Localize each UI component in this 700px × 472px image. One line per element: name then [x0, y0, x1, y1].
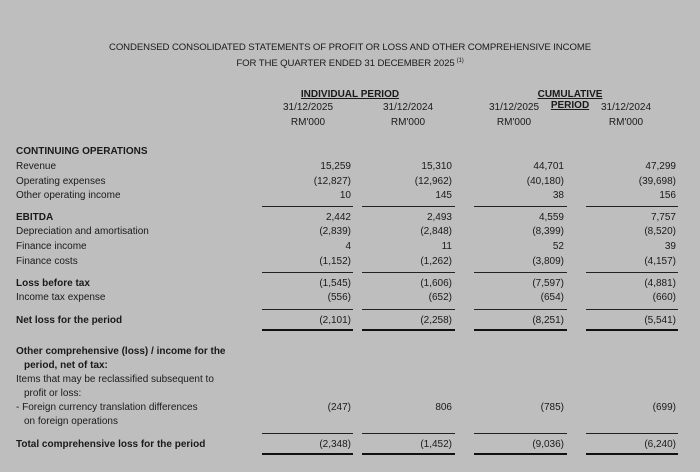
fx-translation-col3: (785): [540, 402, 564, 413]
footnote-marker: (1): [456, 58, 464, 64]
subtotal-rule: [262, 433, 353, 434]
fx-translation-line2: on foreign operations: [24, 416, 118, 427]
net-loss-col2: (2,258): [420, 315, 452, 326]
income-tax-col1: (556): [327, 292, 351, 303]
depreciation-col2: (2,848): [420, 226, 452, 237]
col2-date: 31/12/2024: [382, 102, 434, 113]
finance-costs-col1: (1,152): [319, 256, 351, 267]
total-comprehensive-loss-col1: (2,348): [319, 439, 351, 450]
subtotal-rule: [474, 272, 567, 273]
col1-date: 31/12/2025: [282, 102, 334, 113]
operating-expenses-col1: (12,827): [313, 176, 351, 187]
finance-costs-label: Finance costs: [16, 256, 78, 267]
subtotal-rule: [262, 206, 353, 207]
other-operating-income-label: Other operating income: [16, 190, 121, 201]
statement-subtitle: [0, 58, 700, 69]
col3-date: 31/12/2025: [488, 102, 540, 113]
total-rule: [586, 453, 678, 455]
total-comprehensive-loss-label: Total comprehensive loss for the period: [16, 439, 206, 450]
col3-unit: RM'000: [496, 117, 532, 128]
finance-income-col3: 52: [552, 241, 564, 252]
net-loss-col3: (8,251): [532, 315, 564, 326]
statement-subtitle-text: FOR THE QUARTER ENDED 31 DECEMBER 2025: [236, 58, 455, 69]
col4-unit: RM'000: [608, 117, 644, 128]
subtotal-rule: [474, 206, 567, 207]
total-rule: [586, 329, 678, 331]
total-rule: [474, 329, 567, 331]
revenue-col4: 47,299: [645, 161, 676, 172]
total-comprehensive-loss-col2: (1,452): [420, 439, 452, 450]
subtotal-rule: [262, 309, 353, 310]
total-rule: [474, 453, 567, 455]
continuing-operations-heading: CONTINUING OPERATIONS: [16, 146, 148, 157]
net-loss-col1: (2,101): [319, 315, 351, 326]
revenue-col2: 15,310: [421, 161, 452, 172]
other-operating-income-col2: 145: [435, 190, 452, 201]
income-tax-col4: (660): [652, 292, 676, 303]
fx-translation-col4: (699): [652, 402, 676, 413]
subtotal-rule: [362, 272, 455, 273]
revenue-col1: 15,259: [320, 161, 351, 172]
depreciation-col1: (2,839): [319, 226, 351, 237]
subtotal-rule: [586, 272, 678, 273]
reclass-heading-line2: profit or loss:: [24, 388, 82, 399]
loss-before-tax-col2: (1,606): [420, 278, 452, 289]
loss-before-tax-col3: (7,597): [532, 278, 564, 289]
loss-before-tax-label: Loss before tax: [16, 278, 90, 289]
other-operating-income-col4: 156: [659, 190, 676, 201]
fx-translation-line1: - Foreign currency translation differences: [16, 402, 198, 413]
subtotal-rule: [586, 309, 678, 310]
finance-income-col2: 11: [441, 241, 452, 252]
loss-before-tax-col4: (4,881): [644, 278, 676, 289]
loss-before-tax-col1: (1,545): [319, 278, 351, 289]
subtotal-rule: [262, 272, 353, 273]
finance-income-label: Finance income: [16, 241, 87, 252]
total-rule: [362, 329, 455, 331]
finance-costs-col4: (4,157): [644, 256, 676, 267]
ebitda-col2: 2,493: [426, 212, 452, 223]
subtotal-rule: [586, 433, 678, 434]
depreciation-col4: (8,520): [644, 226, 676, 237]
subtotal-rule: [586, 206, 678, 207]
oci-heading-line2: period, net of tax:: [24, 360, 108, 371]
ebitda-col4: 7,757: [650, 212, 676, 223]
ebitda-label: EBITDA: [16, 212, 54, 223]
total-comprehensive-loss-col3: (9,036): [532, 439, 564, 450]
individual-period-heading: INDIVIDUAL PERIOD: [300, 89, 400, 100]
other-operating-income-col1: 10: [339, 190, 351, 201]
col1-unit: RM'000: [290, 117, 326, 128]
income-tax-label: Income tax expense: [16, 292, 106, 303]
revenue-col3: 44,701: [533, 161, 564, 172]
reclass-heading-line1: Items that may be reclassified subsequent to: [16, 374, 214, 385]
col4-date: 31/12/2024: [600, 102, 652, 113]
total-rule: [262, 453, 353, 455]
other-operating-income-col3: 38: [552, 190, 564, 201]
ebitda-col3: 4,559: [538, 212, 564, 223]
operating-expenses-col4: (39,698): [638, 176, 676, 187]
total-rule: [262, 329, 353, 331]
cumulative-period-heading: CUMULATIVE PERIOD: [537, 89, 603, 111]
finance-costs-col2: (1,262): [420, 256, 452, 267]
total-rule: [362, 453, 455, 455]
statement-title: CONDENSED CONSOLIDATED STATEMENTS OF PROFIT OR LOSS AND OTHER COMPREHENSIVE INCOME: [108, 42, 592, 53]
fx-translation-col2: 806: [435, 402, 452, 413]
net-loss-col4: (5,541): [644, 315, 676, 326]
finance-income-col4: 39: [664, 241, 676, 252]
finance-costs-col3: (3,809): [532, 256, 564, 267]
operating-expenses-col3: (40,180): [526, 176, 564, 187]
oci-heading-line1: Other comprehensive (loss) / income for the: [16, 346, 226, 357]
depreciation-col3: (8,399): [532, 226, 564, 237]
operating-expenses-label: Operating expenses: [16, 176, 106, 187]
subtotal-rule: [474, 309, 567, 310]
net-loss-label: Net loss for the period: [16, 315, 123, 326]
total-comprehensive-loss-col4: (6,240): [644, 439, 676, 450]
revenue-label: Revenue: [16, 161, 57, 172]
col2-unit: RM'000: [390, 117, 426, 128]
finance-income-col1: 4: [345, 241, 351, 252]
income-tax-col2: (652): [428, 292, 452, 303]
depreciation-label: Depreciation and amortisation: [16, 226, 149, 237]
subtotal-rule: [362, 433, 455, 434]
subtotal-rule: [474, 433, 567, 434]
income-tax-col3: (654): [540, 292, 564, 303]
ebitda-col1: 2,442: [325, 212, 351, 223]
operating-expenses-col2: (12,962): [414, 176, 452, 187]
fx-translation-col1: (247): [327, 402, 351, 413]
subtotal-rule: [362, 309, 455, 310]
subtotal-rule: [362, 206, 455, 207]
